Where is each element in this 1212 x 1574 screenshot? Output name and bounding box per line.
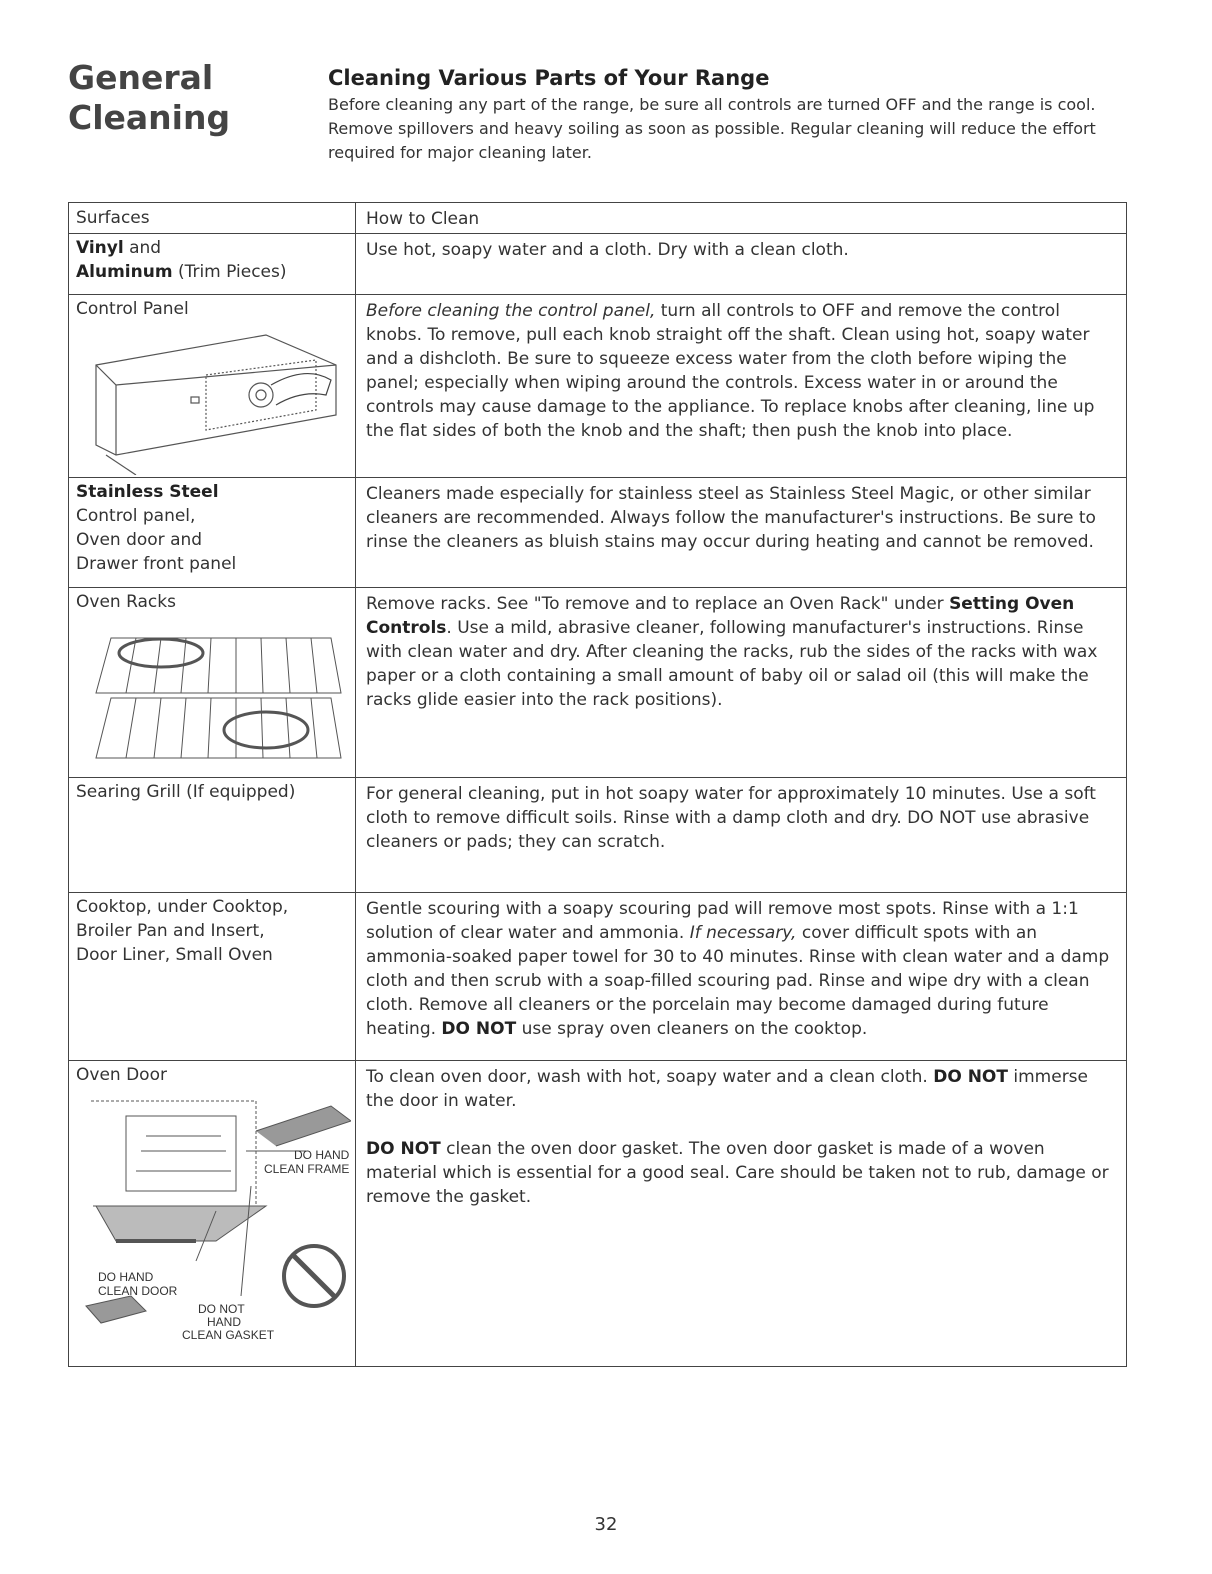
how-cell — [356, 478, 1127, 588]
surface-cell — [69, 234, 356, 295]
surface-bold: Vinyl — [76, 238, 124, 258]
surface-text: Oven door and — [76, 530, 203, 550]
surface-cell — [69, 295, 356, 478]
how-text: Cleaners made especially for stainless steel as Stainless Steel Magic, or other similar cleaners are recommended. Always follow the manufacturer's instructions. Be sure to rinse the cleaners as bluish stains may occur during heating and cannot be removed. — [366, 484, 1096, 552]
how-paragraph — [366, 1137, 1119, 1209]
section-title-line1: General — [68, 58, 214, 97]
how-cell — [356, 234, 1127, 295]
surface-text: Control panel, — [76, 506, 196, 526]
how-text: For general cleaning, put in hot soapy water for approximately 10 minutes. Use a soft cloth to remove difficult soils. Rinse with a damp cloth and dry. DO NOT use abrasive cleaners or pads; they can scratch. — [366, 784, 1096, 852]
how-text: . Use a mild, abrasive cleaner, following manufacturer's instructions. Rinse with clean water and dry. After cleaning the racks, rub the sides of the racks with wax paper or a cloth containing a small amount of baby oil or salad oil (this will make the racks glide easier into the rack positions). — [366, 618, 1098, 710]
oven-door-illustration — [76, 1091, 351, 1341]
how-text: Gentle scouring with a soapy scouring pad will remove most spots. Rinse with a 1:1 solution of clear water and ammonia. — [366, 899, 1079, 943]
table-header-row — [69, 203, 1127, 234]
how-text: clean the oven door gasket. The oven door gasket is made of a woven material which is essential for a good seal. Care should be taken not to rub, damage or remove the gasket. — [366, 1139, 1109, 1207]
how-cell — [356, 778, 1127, 893]
surface-cell — [69, 778, 356, 893]
how-bold: Setting Oven Controls — [366, 594, 1075, 638]
surface-text: Cooktop, under Cooktop, — [76, 897, 289, 917]
intro-heading: Cleaning Various Parts of Your Range — [328, 66, 770, 90]
how-text: To clean oven door, wash with hot, soapy water and a clean cloth. — [366, 1067, 934, 1087]
how-bold: DO NOT — [441, 1019, 517, 1039]
how-cell — [356, 1061, 1127, 1367]
how-text: immerse the door in water. — [366, 1067, 1088, 1111]
surface-text: Drawer front panel — [76, 554, 237, 574]
how-cell — [356, 588, 1127, 778]
oven-racks-illustration — [76, 618, 351, 768]
how-text: Remove racks. See "To remove and to replace an Oven Rack" under — [366, 594, 950, 614]
label-door-line1: DO HAND — [98, 1270, 154, 1284]
table-row — [69, 234, 1127, 295]
how-text: turn all controls to OFF and remove the control knobs. To remove, pull each knob straight off the shaft. Clean using hot, soapy water and a dishcloth. Be sure to squeeze excess water from the cloth before wiping the panel; especially when wiping around the controls. Excess water in or around the controls may cause damage to the appliance. To replace knobs after cleaning, line up the flat sides of both the knob and the shaft; then push the knob into place. — [366, 301, 1095, 441]
how-text: use spray oven cleaners on the cooktop. — [516, 1019, 868, 1039]
how-text: Use hot, soapy water and a cloth. Dry with a clean cloth. — [366, 240, 849, 260]
header-surfaces: Surfaces — [69, 203, 356, 234]
control-panel-illustration — [76, 325, 346, 475]
how-bold: DO NOT — [933, 1067, 1008, 1087]
cleaning-table — [68, 202, 1127, 1367]
how-cell — [356, 295, 1127, 478]
surface-text: Searing Grill (If equipped) — [76, 782, 296, 802]
surface-text: (Trim Pieces) — [172, 262, 287, 282]
label-gasket-line1: DO NOT — [198, 1302, 245, 1316]
section-title-line2: Cleaning — [68, 98, 231, 137]
surface-text: Oven Racks — [76, 592, 176, 612]
intro-text: Before cleaning any part of the range, be sure all controls are turned OFF and the range is cool. Remove spillovers and heavy soiling as soon as possible. Regular cleaning will reduce the effort required for major cleaning later. — [328, 95, 1096, 162]
label-gasket-line3: CLEAN GASKET — [182, 1328, 275, 1341]
how-emphasis: If necessary, — [689, 923, 797, 943]
table-row — [69, 478, 1127, 588]
surface-cell — [69, 1061, 356, 1367]
surface-cell — [69, 893, 356, 1061]
table-row — [69, 778, 1127, 893]
surface-cell — [69, 588, 356, 778]
page-number: 32 — [594, 1514, 618, 1535]
surface-bold: Stainless Steel — [76, 482, 219, 502]
table-row — [69, 1061, 1127, 1367]
section-title — [68, 58, 230, 138]
how-bold: DO NOT — [366, 1139, 441, 1159]
label-frame-line2: CLEAN FRAME — [264, 1162, 350, 1176]
table-row — [69, 588, 1127, 778]
how-cell — [356, 893, 1127, 1061]
surface-cell — [69, 478, 356, 588]
surface-text: Door Liner, Small Oven — [76, 945, 273, 965]
how-paragraph — [366, 1065, 1119, 1113]
table-row — [69, 893, 1127, 1061]
how-text: cover difficult spots with an ammonia-soaked paper towel for 30 to 40 minutes. Rinse with clean water and a damp cloth and then scrub with a soap-filled scouring pad. Rinse and wipe dry with a clean cloth. Remove all cleaners or the porcelain may become damaged during future heating. — [366, 923, 1110, 1039]
surface-bold: Aluminum — [76, 262, 173, 282]
how-emphasis: Before cleaning the control panel, — [366, 301, 656, 321]
table-row — [69, 295, 1127, 478]
header-how-to-clean: How to Clean — [356, 203, 1127, 234]
label-gasket-line2: HAND — [207, 1315, 242, 1329]
surface-text: Control Panel — [76, 299, 189, 319]
surface-text: Broiler Pan and Insert, — [76, 921, 265, 941]
surface-text: Oven Door — [76, 1065, 167, 1085]
surface-text: and — [123, 238, 162, 258]
label-door-line2: CLEAN DOOR — [98, 1284, 178, 1298]
intro — [328, 66, 1138, 165]
label-frame-line1: DO HAND — [294, 1148, 350, 1162]
